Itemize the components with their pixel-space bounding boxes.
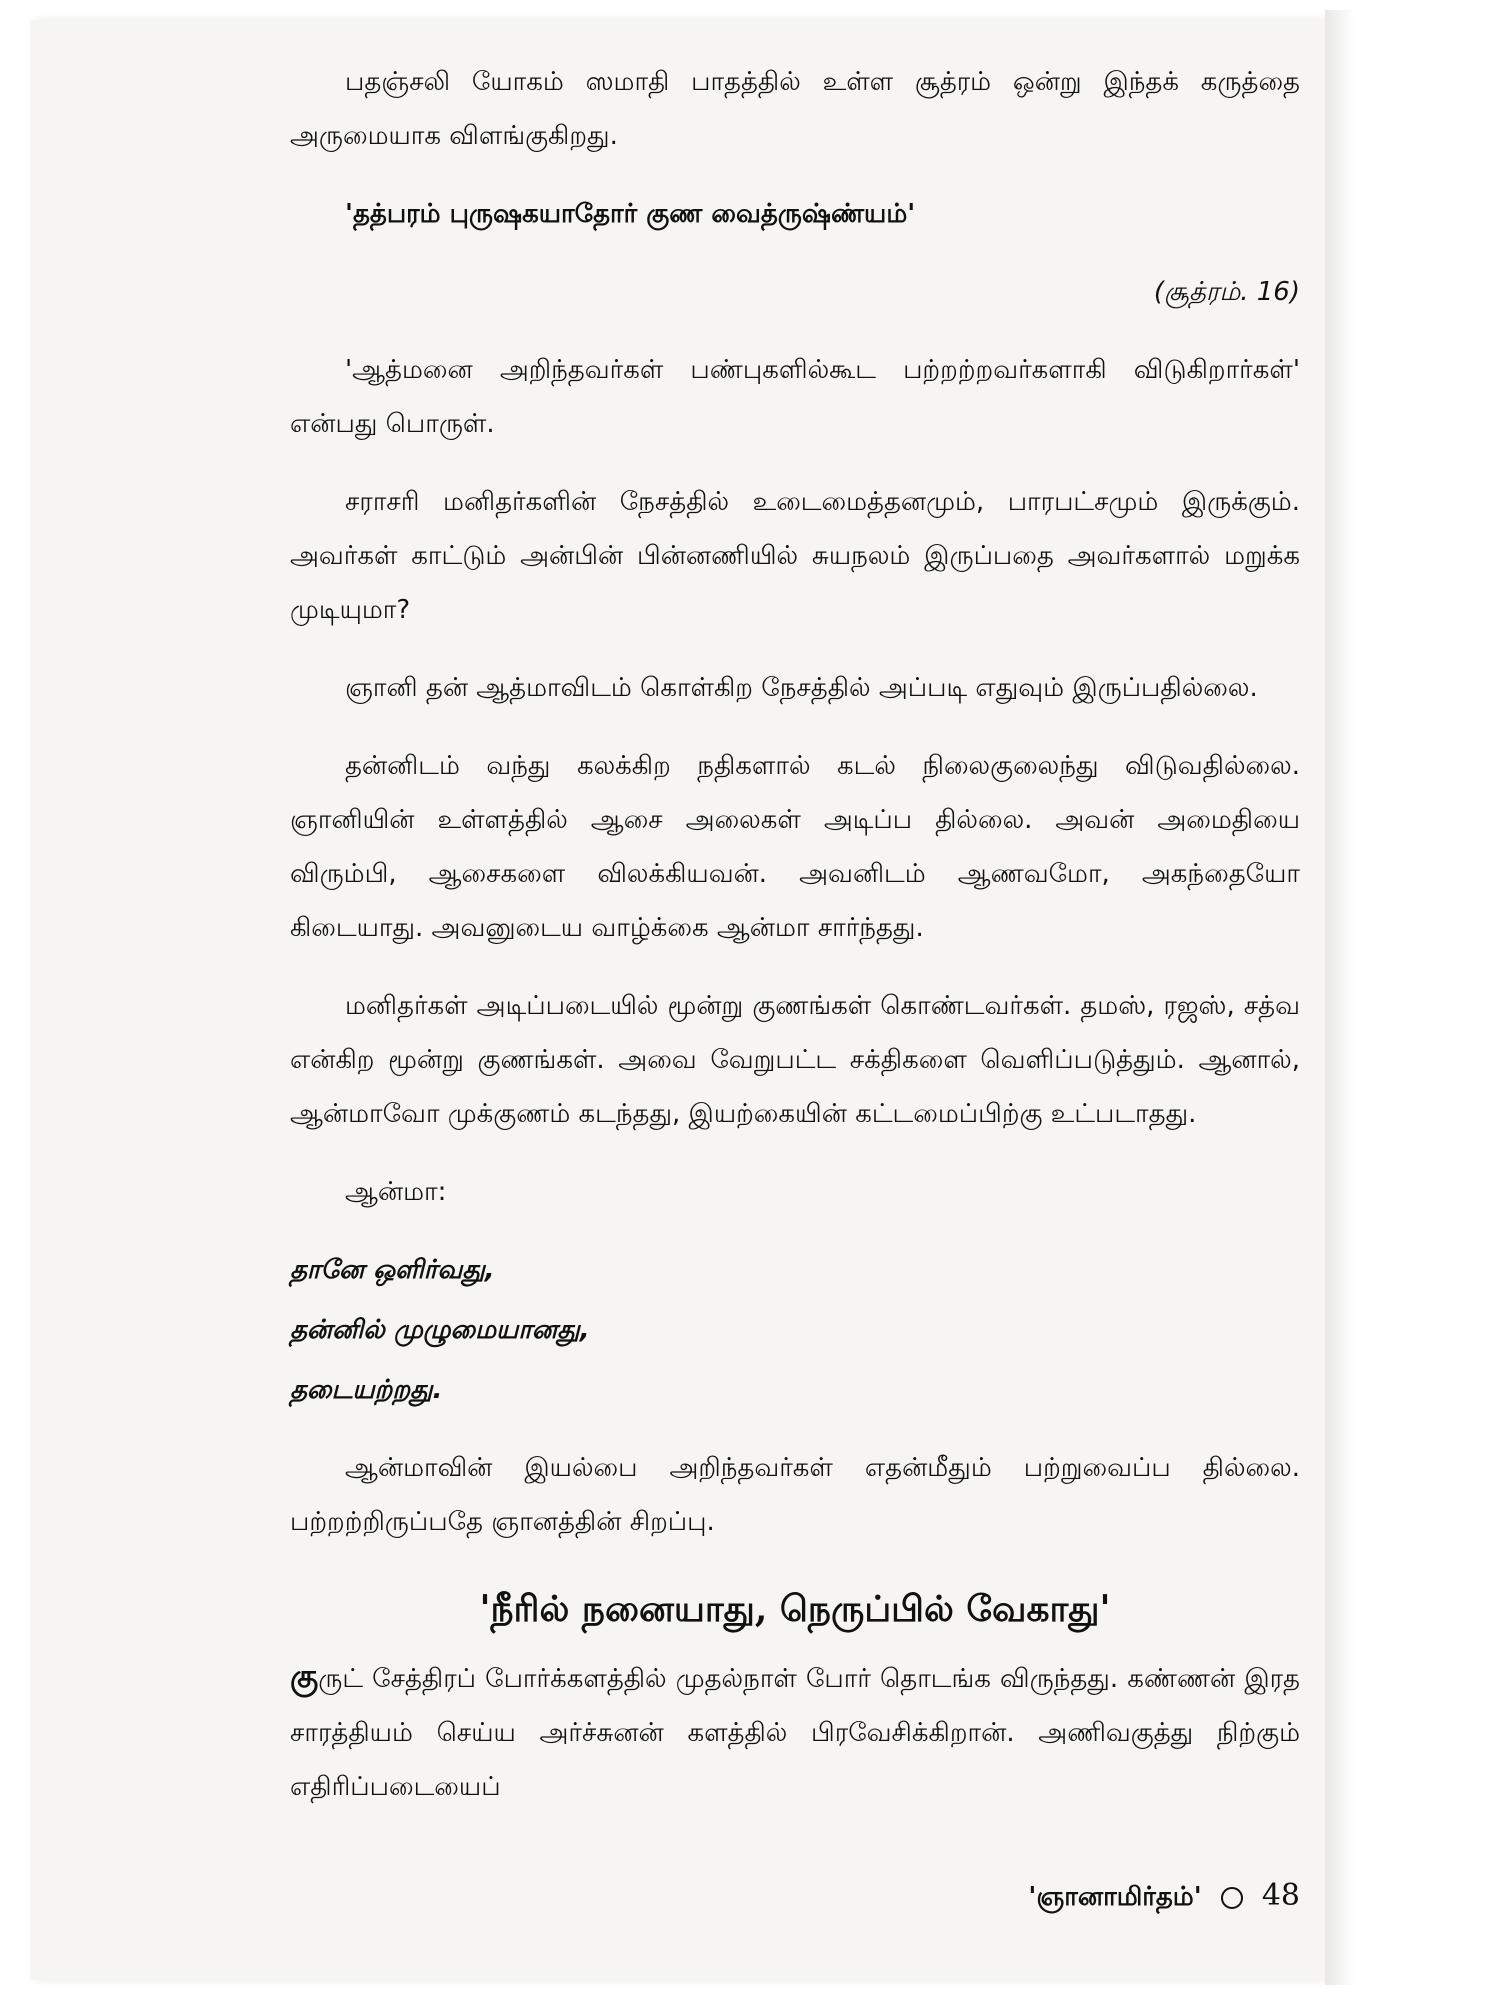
paragraph-6: மனிதர்கள் அடிப்படையில் மூன்று குணங்கள் கொண்டவர்கள். தமஸ், ரஜஸ், சத்வ என்கிற மூன்று குணங்கள். அவை வேறுபட்ட சக்திகளை வெளிப்படுத்தும். ஆனால், ஆன்மாவோ முக்குணம் கடந்தது, இயற்கையின் கட்டமைப்பிற்கு உட்படாதது. [290, 991, 1300, 1129]
paragraph-4: ஞானி தன் ஆத்மாவிடம் கொள்கிற நேசத்தில் அப்படி எதுவும் இருப்பதில்லை. [345, 673, 1258, 703]
section-heading: 'நீரில் நனையாது, நெருப்பில் வேகாது' [479, 1588, 1111, 1630]
drop-cap: கு [290, 1657, 319, 1695]
paragraph-9-text: ருட் சேத்திரப் போர்க்களத்தில் முதல்நாள் போர் தொடங்க விருந்தது. கண்ணன் இரத சாரத்தியம் செய்ய அர்ச்சுனன் களத்தில் பிரவேசிக்கிறான். அணிவகுத்து நிற்கும் எதிரிப்படையைப் [290, 1664, 1300, 1802]
page-number: 48 [1261, 1878, 1300, 1913]
verse-line-1: தானே ஒளிர்வது, [290, 1255, 495, 1285]
paragraph-8: ஆன்மாவின் இயல்பை அறிந்தவர்கள் எதன்மீதும் பற்றுவைப்ப தில்லை. பற்றற்றிருப்பதே ஞானத்தின் சிறப்பு. [290, 1453, 1300, 1537]
sutra-citation: (சூத்ரம். 16) [1153, 277, 1300, 307]
verse-line-2: தன்னில் முழுமையானது, [290, 1315, 590, 1345]
paragraph-2: 'ஆத்மனை அறிந்தவர்கள் பண்புகளில்கூட பற்றற்றவர்களாகி விடுகிறார்கள்' என்பது பொருள். [290, 355, 1300, 439]
page-footer [290, 1878, 1300, 1915]
page-content [290, 55, 1300, 1838]
circle-icon [1221, 1887, 1243, 1909]
paragraph-7: ஆன்மா: [345, 1177, 447, 1207]
sutra-quote: 'தத்பரம் புருஷகயாதோர் குண வைத்ருஷ்ண்யம்' [345, 199, 916, 229]
verse-line-3: தடையற்றது. [290, 1375, 443, 1405]
paragraph-1: பதஞ்சலி யோகம் ஸமாதி பாதத்தில் உள்ள சூத்ரம் ஒன்று இந்தக் கருத்தை அருமையாக விளங்குகிறது. [290, 67, 1300, 151]
paragraph-9 [290, 1649, 1300, 1814]
paragraph-3: சராசரி மனிதர்களின் நேசத்தில் உடைமைத்தனமும், பாரபட்சமும் இருக்கும். அவர்கள் காட்டும் அன்பின் பின்னணியில் சுயநலம் இருப்பதை அவர்களால் மறுக்க முடியுமா? [290, 487, 1300, 625]
paragraph-5: தன்னிடம் வந்து கலக்கிற நதிகளால் கடல் நிலைகுலைந்து விடுவதில்லை. ஞானியின் உள்ளத்தில் ஆசை அலைகள் அடிப்ப தில்லை. அவன் அமைதியை விரும்பி, ஆசைகளை விலக்கியவன். அவனிடம் ஆணவமோ, அகந்தையோ கிடையாது. அவனுடைய வாழ்க்கை ஆன்மா சார்ந்தது. [290, 751, 1300, 943]
book-title: 'ஞானாமிர்தம்' [1028, 1882, 1202, 1912]
page-edge [1325, 10, 1355, 1985]
